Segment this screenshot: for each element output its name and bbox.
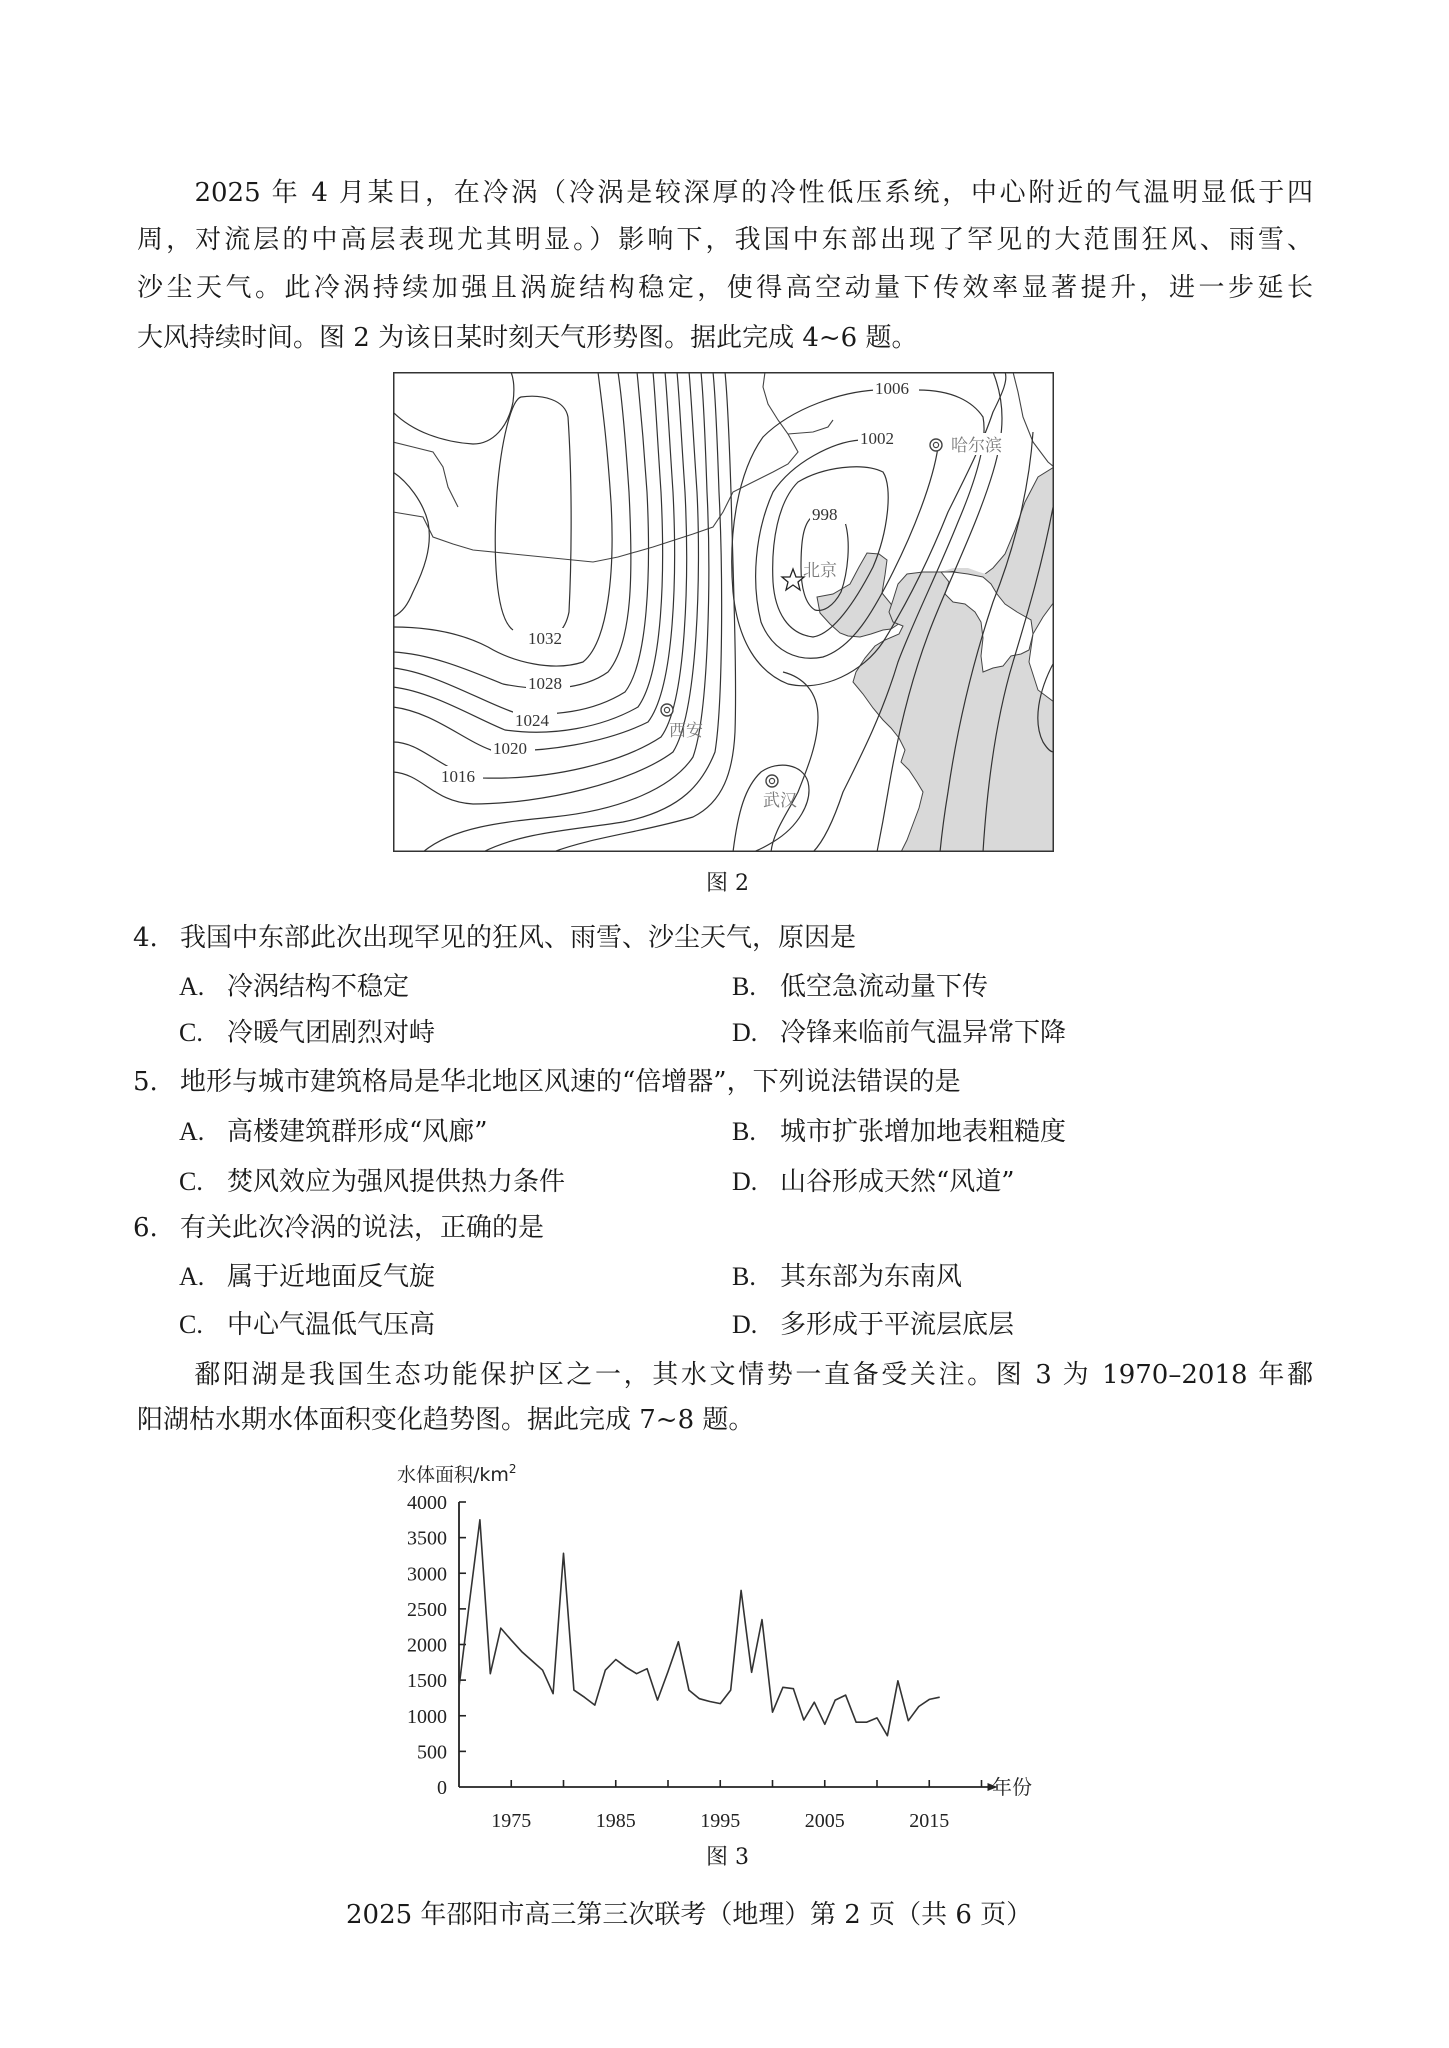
city-circle-icon <box>930 439 942 451</box>
option-letter: A. <box>179 1262 205 1291</box>
isobar-label-1028: 1028 <box>528 674 562 693</box>
option-letter: D. <box>732 1167 758 1196</box>
water-area-series-line <box>459 1520 940 1736</box>
option-a[interactable]: 冷涡结构不稳定 <box>227 972 410 1002</box>
question-number: 5. <box>133 1067 158 1097</box>
isobar-label-1020: 1020 <box>493 739 527 758</box>
x-tick-label: 1995 <box>700 1810 741 1832</box>
city-label-xian: 西安 <box>669 721 703 741</box>
option-letter: B. <box>732 1262 756 1291</box>
option-letter: C. <box>179 1310 203 1339</box>
figure3-caption: 图 3 <box>706 1845 749 1870</box>
city-label-beijing: 北京 <box>803 561 837 581</box>
option-letter: D. <box>732 1310 758 1339</box>
isobar-label-1006: 1006 <box>875 379 909 398</box>
y-tick-label: 500 <box>417 1741 447 1764</box>
option-b[interactable]: 其东部为东南风 <box>780 1262 963 1292</box>
y-axis-label: 水体面积$/km^2$ <box>397 1462 517 1486</box>
city-circle-icon <box>766 775 778 787</box>
y-tick-label: 0 <box>437 1777 447 1799</box>
y-tick-label: 3500 <box>407 1527 447 1550</box>
option-d[interactable]: 多形成于平流层底层 <box>780 1310 1015 1340</box>
option-a[interactable]: 属于近地面反气旋 <box>227 1262 436 1292</box>
intro-line: 周，对流层的中高层表现尤其明显。）影响下，我国中东部出现了罕见的大范围狂风、雨雪、 <box>137 225 1313 255</box>
x-tick-label: 1985 <box>595 1810 636 1832</box>
option-letter: D. <box>732 1018 758 1047</box>
isobar-label-1016: 1016 <box>441 767 475 786</box>
question-number: 6. <box>133 1213 158 1243</box>
page-footer <box>346 1898 1099 1932</box>
option-c[interactable]: 冷暖气团剧烈对峙 <box>227 1018 436 1048</box>
isobar-label-1032: 1032 <box>528 629 562 648</box>
y-tick-label: 1000 <box>407 1705 447 1728</box>
question-stem: 地形与城市建筑格局是华北地区风速的“倍增器”，下列说法错误的是 <box>180 1067 961 1097</box>
question-stem: 有关此次冷涡的说法，正确的是 <box>180 1213 545 1243</box>
weather-map-figure <box>393 372 1054 852</box>
footer-page-number: 第 2 页（共 6 页） <box>810 1900 1033 1930</box>
water-area-line-chart <box>380 1455 1040 1845</box>
figure2-caption: 图 2 <box>706 871 749 896</box>
intro2-line: 鄱阳湖是我国生态功能保护区之一，其水文情势一直备受关注。图 3 为 1970–2018 年鄱 <box>137 1360 1314 1390</box>
intro-line: 2025 年 4 月某日，在冷涡（冷涡是较深厚的冷性低压系统，中心附近的气温明显低于四 <box>137 178 1313 208</box>
isobar-label-1002: 1002 <box>860 429 894 448</box>
x-tick-label: 2015 <box>909 1810 950 1832</box>
question-stem: 我国中东部此次出现罕见的狂风、雨雪、沙尘天气，原因是 <box>180 923 857 953</box>
chart-axes <box>459 1502 998 1791</box>
footer-exam-title: 2025 年邵阳市高三第三次联考（地理） <box>346 1900 811 1930</box>
isobar-label-998: 998 <box>812 505 838 524</box>
intro-line: 大风持续时间。图 2 为该日某时刻天气形势图。据此完成 4~6 题。 <box>137 323 918 353</box>
option-letter: A. <box>179 972 205 1001</box>
y-tick-label: 1500 <box>407 1670 447 1693</box>
y-tick-label: 4000 <box>407 1492 447 1514</box>
question-number: 4. <box>133 923 158 953</box>
isobar-label-1024: 1024 <box>515 711 549 730</box>
option-letter: A. <box>179 1117 205 1146</box>
option-a[interactable]: 高楼建筑群形成“风廊” <box>227 1117 488 1147</box>
y-tick-label: 2000 <box>407 1634 447 1657</box>
option-b[interactable]: 城市扩张增加地表粗糙度 <box>780 1117 1067 1147</box>
option-letter: B. <box>732 972 756 1001</box>
x-tick-label: 1975 <box>491 1810 532 1832</box>
option-d[interactable]: 山谷形成天然“风道” <box>780 1167 1015 1197</box>
option-b[interactable]: 低空急流动量下传 <box>780 972 989 1002</box>
x-tick-label: 2005 <box>804 1810 845 1832</box>
intro-line: 沙尘天气。此冷涡持续加强且涡旋结构稳定，使得高空动量下传效率显著提升，进一步延长 <box>137 273 1313 303</box>
city-circle-icon <box>661 704 673 716</box>
intro2-line: 阳湖枯水期水体面积变化趋势图。据此完成 7~8 题。 <box>137 1405 755 1435</box>
option-c[interactable]: 中心气温低气压高 <box>227 1310 436 1340</box>
option-letter: C. <box>179 1167 203 1196</box>
option-letter: C. <box>179 1018 203 1047</box>
city-label-harbin: 哈尔滨 <box>951 436 1002 456</box>
option-d[interactable]: 冷锋来临前气温异常下降 <box>780 1018 1067 1048</box>
y-tick-label: 2500 <box>407 1598 447 1621</box>
option-c[interactable]: 焚风效应为强风提供热力条件 <box>227 1167 566 1197</box>
x-axis-label: 年份 <box>992 1775 1032 1799</box>
option-letter: B. <box>732 1117 756 1146</box>
city-label-wuhan: 武汉 <box>763 791 797 811</box>
y-tick-label: 3000 <box>407 1563 447 1586</box>
